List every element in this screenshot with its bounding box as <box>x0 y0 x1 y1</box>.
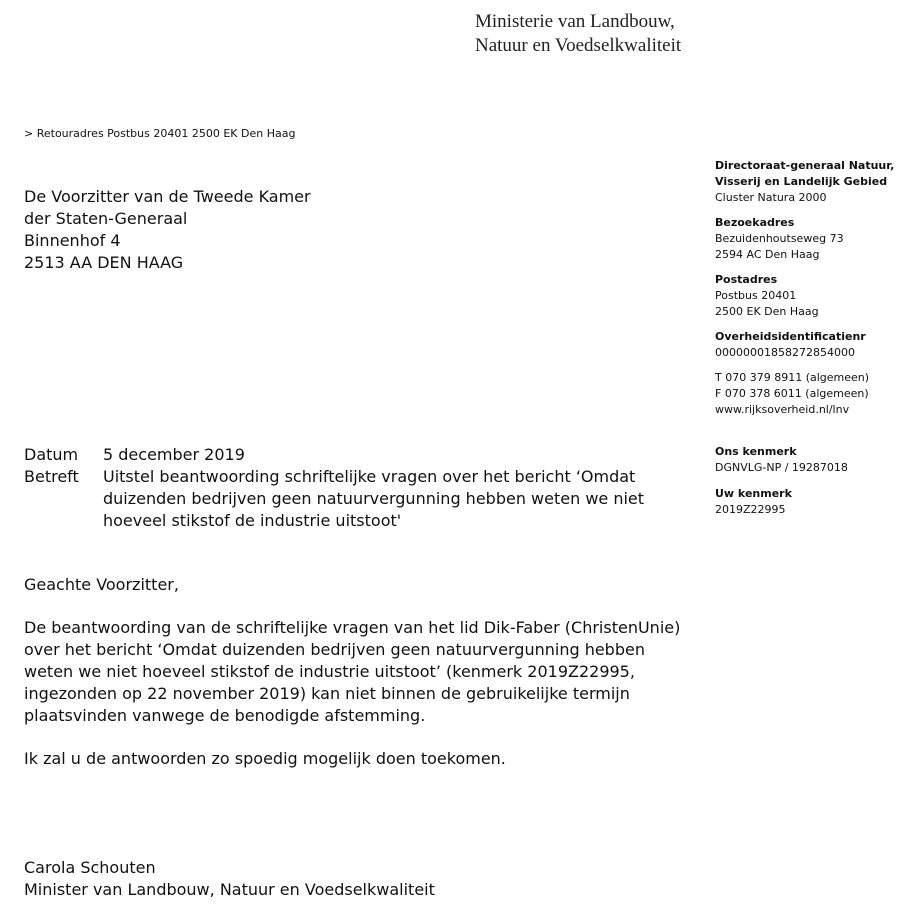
phone-number: T 070 379 8911 (algemeen) <box>715 371 870 384</box>
fax-number: F 070 378 6011 (algemeen) <box>715 387 869 400</box>
subject-row <box>24 466 703 532</box>
subject-line1: Uitstel beantwoording schriftelijke vragen over het bericht ‘Omdat <box>103 467 636 486</box>
sidebar-your-reference <box>715 486 915 518</box>
oin-label: Overheidsidentificatienr <box>715 330 866 343</box>
visit-address-label: Bezoekadres <box>715 216 795 229</box>
subject-line2: duizenden bedrijven geen natuurvergunning hebben weten we niet <box>103 489 645 508</box>
subject-value <box>103 466 703 532</box>
postal-address-line1: Postbus 20401 <box>715 289 797 302</box>
postal-address-line2: 2500 EK Den Haag <box>715 305 819 318</box>
sidebar-our-reference <box>715 444 915 476</box>
salutation <box>24 574 714 596</box>
addressee-line1: De Voorzitter van de Tweede Kamer <box>24 187 311 206</box>
paragraph-1-line4: ingezonden op 22 november 2019) kan niet binnen de gebruikelijke termijn <box>24 684 630 703</box>
addressee-line2: der Staten-Generaal <box>24 209 188 228</box>
paragraph-1-line3: weten we niet hoeveel stikstof de industrie uitstoot’ (kenmerk 2019Z22995, <box>24 662 635 681</box>
return-address: > Retouradres Postbus 20401 2500 EK Den Haag <box>24 127 296 140</box>
our-reference-value: DGNVLG-NP / 19287018 <box>715 461 848 474</box>
addressee-line4: 2513 AA DEN HAAG <box>24 253 184 272</box>
sidebar-oin <box>715 329 915 361</box>
addressee-block <box>24 186 311 274</box>
cluster-name: Cluster Natura 2000 <box>715 191 827 204</box>
our-reference-label: Ons kenmerk <box>715 445 797 458</box>
paragraph-2-text: Ik zal u de antwoorden zo spoedig mogelijk doen toekomen. <box>24 749 506 768</box>
sidebar-postal-address <box>715 272 915 320</box>
your-reference-label: Uw kenmerk <box>715 487 792 500</box>
addressee-line3: Binnenhof 4 <box>24 231 121 250</box>
salutation-text: Geachte Voorzitter, <box>24 575 179 594</box>
visit-address-line2: 2594 AC Den Haag <box>715 248 820 261</box>
sidebar-contact <box>715 370 915 418</box>
ministry-logo-text <box>475 10 681 58</box>
date-row <box>24 444 703 466</box>
subject-line3: hoeveel stikstof de industrie uitstoot' <box>103 511 402 530</box>
department-line2: Visserij en Landelijk Gebied <box>715 175 888 188</box>
signer-name: Carola Schouten <box>24 858 156 877</box>
ministry-name-line2: Natuur en Voedselkwaliteit <box>475 35 682 56</box>
paragraph-1-line2: over het bericht ‘Omdat duizenden bedrijven geen natuurvergunning hebben <box>24 640 645 659</box>
signature-block <box>24 857 714 901</box>
paragraph-1-line5: plaatsvinden vanwege de benodigde afstemming. <box>24 706 426 725</box>
paragraph-1 <box>24 617 714 727</box>
sidebar-visit-address <box>715 215 915 263</box>
oin-value: 00000001858272854000 <box>715 346 855 359</box>
signer-title: Minister van Landbouw, Natuur en Voedselkwaliteit <box>24 880 435 899</box>
date-value: 5 december 2019 <box>103 445 245 464</box>
postal-address-label: Postadres <box>715 273 778 286</box>
department-line1: Directoraat-generaal Natuur, <box>715 159 895 172</box>
your-reference-value: 2019Z22995 <box>715 503 786 516</box>
subject-label: Betreft <box>24 467 79 486</box>
date-label: Datum <box>24 445 79 464</box>
paragraph-1-line1: De beantwoording van de schriftelijke vragen van het lid Dik-Faber (ChristenUnie) <box>24 618 681 637</box>
sidebar-department <box>715 158 915 206</box>
letter-meta <box>24 444 703 532</box>
visit-address-line1: Bezuidenhoutseweg 73 <box>715 232 844 245</box>
ministry-name-line1: Ministerie van Landbouw, <box>475 11 675 32</box>
website-link[interactable]: www.rijksoverheid.nl/lnv <box>715 403 850 416</box>
paragraph-2 <box>24 748 714 770</box>
